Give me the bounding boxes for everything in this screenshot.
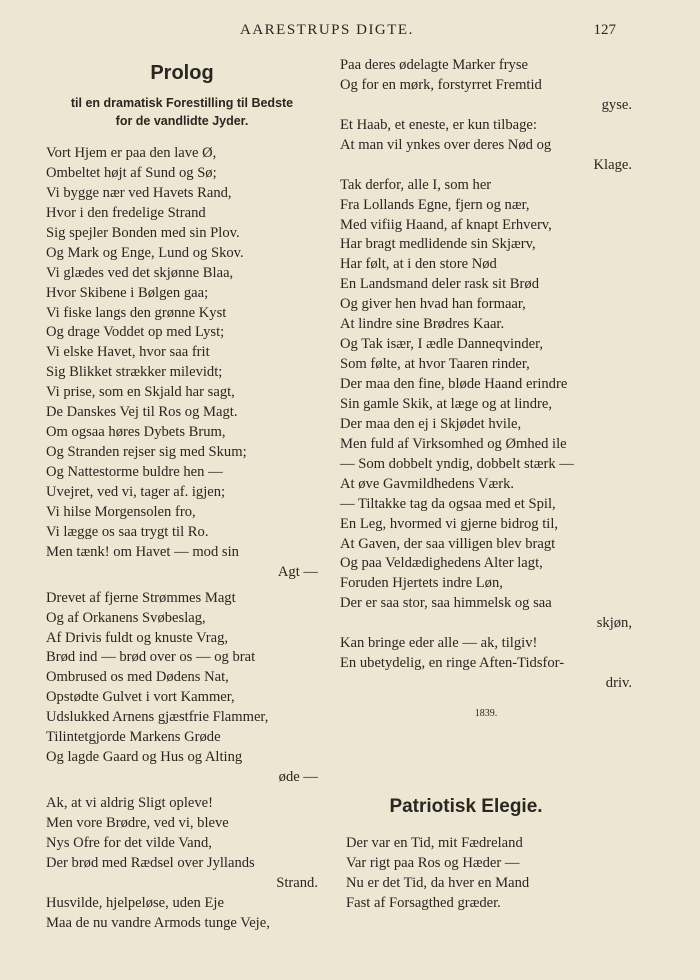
verse-line: Udslukked Arnens gjæstfrie Flammer,	[46, 709, 269, 726]
verse-line: At øve Gavmildhedens Værk.	[340, 475, 515, 492]
verse-line: Og Mark og Enge, Lund og Skov.	[46, 244, 244, 261]
verse-line: En Landsmand deler rask sit Brød	[340, 276, 539, 293]
verse-line: øde —	[278, 769, 318, 786]
verse-line: — Tiltakke tag da ogsaa med et Spil,	[340, 495, 556, 512]
verse-line: — Som dobbelt yndig, dobbelt stærk —	[340, 455, 574, 472]
verse-line: Hvor Skibene i Bølgen gaa;	[46, 284, 209, 301]
verse-line: Der maa den fine, bløde Haand erindre	[340, 376, 568, 392]
prolog-right-column	[340, 56, 632, 722]
verse-line: Vi elske Havet, hvor saa frit	[46, 344, 210, 361]
verse-line: Sig Blikket strækker milevidt;	[46, 364, 223, 381]
verse-line: Har følt, at i den store Nød	[340, 256, 497, 273]
verse-line: Fra Lollands Egne, fjern og nær,	[340, 196, 530, 213]
verse-line: Tilintetgjorde Markens Grøde	[46, 729, 221, 746]
verse-line: Og for en mørk, forstyrret Fremtid	[340, 76, 542, 93]
verse-line: Ombeltet højt af Sund og Sø;	[46, 164, 217, 181]
verse-line: Af Drivis fuldt og knuste Vrag,	[46, 629, 229, 646]
verse-line: Der var en Tid, mit Fædreland	[346, 835, 523, 851]
verse-line: En Leg, hvormed vi gjerne bidrog til,	[340, 515, 559, 532]
verse-line: Husvilde, hjelpeløse, uden Eje	[46, 894, 224, 911]
verse-line: Nu er det Tid, da hver en Mand	[346, 874, 530, 891]
elegie-verse	[346, 834, 638, 914]
elegie-title: Patriotisk Elegie.	[389, 796, 543, 817]
running-head	[0, 22, 700, 42]
verse-line: Har bragt medlidende sin Skjærv,	[340, 236, 536, 253]
verse-line: Ak, at vi aldrig Sligt opleve!	[46, 795, 213, 811]
verse-line: Der brød med Rædsel over Jyllands	[46, 854, 255, 871]
verse-line: Og Stranden rejser sig med Skum;	[46, 444, 247, 461]
verse-line: Vi hilse Morgensolen fro,	[46, 503, 196, 520]
verse-line: Kan bringe eder alle — ak, tilgiv!	[340, 635, 538, 652]
verse-line: Tak derfor, alle I, som her	[340, 176, 492, 193]
verse-line: Sig spejler Bonden med sin Plov.	[46, 224, 240, 241]
verse-line: Vi fiske langs den grønne Kyst	[46, 304, 227, 321]
verse-line: Men vore Brødre, ved vi, bleve	[46, 814, 229, 831]
verse-line: Som følte, at hvor Taaren rinder,	[340, 356, 530, 373]
verse-line: Og Nattestorme buldre hen —	[46, 464, 223, 480]
verse-line: Drevet af fjerne Strømmes Magt	[46, 589, 236, 606]
verse-line: Fast af Forsagthed græder.	[346, 894, 501, 911]
verse-line: Strand.	[276, 874, 318, 891]
prolog-title: Prolog	[150, 62, 214, 84]
prolog-left-column	[46, 56, 318, 934]
verse-line: Og Tak især, I ædle Danneqvinder,	[340, 336, 544, 353]
prolog-subtitle-line: for de vandlidte Jyder.	[115, 114, 249, 128]
verse-line: Og paa Veldædighedens Alter lagt,	[340, 555, 543, 572]
verse-line: Vi glædes ved det skjønne Blaa,	[46, 264, 234, 281]
verse-line: Foruden Hjertets indre Løn,	[340, 575, 503, 592]
verse-line: Ombrused os med Dødens Nat,	[46, 669, 229, 686]
verse-line: Og lagde Gaard og Hus og Alting	[46, 749, 243, 766]
running-title: AARESTRUPS DIGTE.	[240, 22, 414, 38]
verse-line: Klage.	[593, 156, 632, 173]
verse-line: Uvejret, ved vi, tager af. igjen;	[46, 483, 226, 500]
verse-line: Vort Hjem er paa den lave Ø,	[46, 145, 217, 161]
verse-line: driv.	[605, 675, 632, 692]
prolog-year: 1839.	[474, 708, 498, 719]
verse-line: Vi lægge os saa trygt til Ro.	[46, 523, 209, 540]
verse-line: Vi bygge nær ved Havets Rand,	[46, 184, 232, 201]
verse-line: At man vil ynkes over deres Nød og	[340, 136, 552, 153]
verse-line: Hvor i den fredelige Strand	[46, 204, 206, 221]
page-number: 127	[593, 22, 616, 38]
verse-line: Sin gamle Skik, at læge og at lindre,	[340, 395, 552, 412]
verse-line: Brød ind — brød over os — og brat	[46, 649, 256, 666]
verse-line: Men fuld af Virksomhed og Ømhed ile	[340, 435, 567, 452]
verse-line: gyse.	[601, 96, 632, 113]
verse-line: Og drage Voddet op med Lyst;	[46, 324, 225, 341]
verse-line: Om ogsaa høres Dybets Brum,	[46, 424, 226, 441]
verse-line: Var rigt paa Ros og Hæder —	[346, 854, 520, 871]
prolog-subtitle-line: til en dramatisk Forestilling til Bedste	[70, 96, 294, 110]
verse-line: skjøn,	[596, 615, 632, 632]
verse-line: Vi prise, som en Skjald har sagt,	[46, 384, 235, 401]
verse-line: Med vifiig Haand, af knapt Erhverv,	[340, 216, 552, 233]
verse-line: Et Haab, et eneste, er kun tilbage:	[340, 116, 537, 133]
verse-line: En ubetydelig, en ringe Aften-Tidsfor-	[340, 655, 565, 672]
prolog-left-verse	[46, 144, 318, 934]
verse-line: Maa de nu vandre Armods tunge Veje,	[46, 914, 270, 931]
verse-line: De Danskes Vej til Ros og Magt.	[46, 404, 238, 421]
verse-line: Og giver hen hvad han formaar,	[340, 296, 526, 313]
prolog-right-verse	[340, 56, 632, 694]
prolog-subtitle	[46, 94, 318, 130]
verse-line: Paa deres ødelagte Marker fryse	[340, 57, 529, 73]
verse-line: Nys Ofre for det vilde Vand,	[46, 834, 212, 851]
verse-line: Agt —	[277, 563, 318, 580]
verse-line: Der maa den ej i Skjødet hvile,	[340, 415, 522, 432]
verse-line: At Gaven, der saa villigen blev bragt	[340, 535, 556, 552]
verse-line: Der er saa stor, saa himmelsk og saa	[340, 595, 552, 612]
verse-line: At lindre sine Brødres Kaar.	[340, 316, 505, 333]
verse-line: Opstødte Gulvet i vort Kammer,	[46, 689, 235, 706]
verse-line: Men tænk! om Havet — mod sin	[46, 543, 239, 560]
verse-line: Og af Orkanens Svøbeslag,	[46, 609, 206, 626]
